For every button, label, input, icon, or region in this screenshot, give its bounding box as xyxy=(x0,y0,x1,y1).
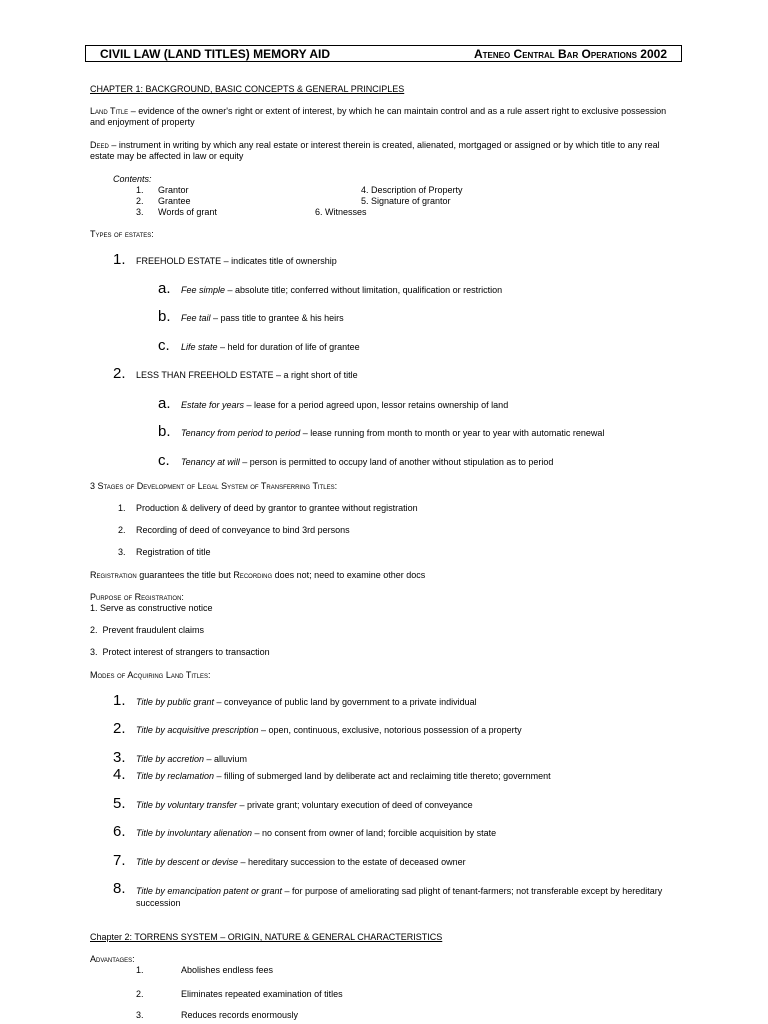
list-item: 2. Prevent fraudulent claims xyxy=(90,625,205,635)
list-letter: c. xyxy=(158,337,170,354)
list-item: Title by public grant – conveyance of public land by government to a private individual xyxy=(136,697,477,707)
definition: – evidence of the owner's right or extent of interest, by which he can maintain control and as a rule assert right to exclusive possession and enjoyment of property xyxy=(90,106,667,127)
list-item: Fee tail – pass title to grantee & his heirs xyxy=(181,313,344,323)
list-item: Tenancy from period to period – lease running from month to month or year to year with automatic renewal xyxy=(181,428,605,438)
list-letter: c. xyxy=(158,452,170,469)
list-item: Grantee xyxy=(158,196,191,206)
list-number: 2. xyxy=(113,720,126,737)
land-title-definition xyxy=(90,106,682,128)
list-item: LESS THAN FREEHOLD ESTATE – a right short of title xyxy=(136,370,358,380)
list-item: 6. Witnesses xyxy=(315,207,367,217)
list-item: 3. xyxy=(136,207,144,217)
chapter2-title: Chapter 2: TORRENS SYSTEM – ORIGIN, NATURE & GENERAL CHARACTERISTICS xyxy=(90,932,443,942)
deed-definition xyxy=(90,140,682,162)
list-item: Title by voluntary transfer – private grant; voluntary execution of deed of conveyance xyxy=(136,800,473,810)
list-item: Production & delivery of deed by grantor to grantee without registration xyxy=(136,503,418,513)
list-item: 1. xyxy=(136,965,144,975)
list-item: 1. xyxy=(118,503,126,513)
definition: – instrument in writing by which any real estate or interest therein is created, alienated, mortgaged or assigned or by which title to any real estate may be affected in law or equity xyxy=(90,140,660,161)
list-item: Registration of title xyxy=(136,547,211,557)
advantages-label: Advantages: xyxy=(90,954,135,964)
list-item: 4. Description of Property xyxy=(361,185,463,195)
list-item: 3. Protect interest of strangers to transaction xyxy=(90,647,270,657)
list-number: 8. xyxy=(113,880,126,897)
list-letter: a. xyxy=(158,395,171,412)
modes-label: Modes of Acquiring Land Titles: xyxy=(90,670,211,680)
list-item: Reduces records enormously xyxy=(181,1010,299,1020)
list-item: Title by involuntary alienation – no consent from owner of land; forcible acquisition by state xyxy=(136,828,497,838)
list-number: 3. xyxy=(113,749,126,766)
list-item: Eliminates repeated examination of titles xyxy=(181,989,343,999)
list-item: Life state – held for duration of life of grantee xyxy=(181,342,360,352)
list-item: 1. Serve as constructive notice xyxy=(90,603,213,613)
header-title: CIVIL LAW (LAND TITLES) MEMORY AID xyxy=(100,47,330,61)
list-item: Estate for years – lease for a period agreed upon, lessor retains ownership of land xyxy=(181,400,509,410)
list-number: 1. xyxy=(113,251,126,268)
chapter1-title: CHAPTER 1: BACKGROUND, BASIC CONCEPTS & GENERAL PRINCIPLES xyxy=(90,84,405,94)
list-item: 2. xyxy=(118,525,126,535)
header-source: Ateneo Central Bar Operations 2002 xyxy=(474,47,667,61)
registration-note: Registration guarantees the title but Recording does not; need to examine other docs xyxy=(90,570,426,580)
list-item: Title by reclamation – filling of submerged land by deliberate act and reclaiming title thereto; government xyxy=(136,771,551,781)
term: Land Title xyxy=(90,106,129,116)
list-number: 7. xyxy=(113,852,126,869)
list-item: Tenancy at will – person is permitted to occupy land of another without stipulation as to period xyxy=(181,457,554,467)
list-number: 5. xyxy=(113,795,126,812)
list-item: 5. Signature of grantor xyxy=(361,196,451,206)
list-item: Abolishes endless fees xyxy=(181,965,274,975)
term: Deed xyxy=(90,140,109,150)
list-item: 2. xyxy=(136,196,144,206)
list-item: 2. xyxy=(136,989,144,999)
page-header xyxy=(85,45,682,62)
list-letter: b. xyxy=(158,308,171,325)
list-number: 2. xyxy=(113,365,126,382)
list-item: Title by emancipation patent or grant – for purpose of ameliorating sad plight of tenant-farmers; not transferable except by hereditary succession xyxy=(136,886,663,908)
list-item: FREEHOLD ESTATE – indicates title of ownership xyxy=(136,256,337,266)
types-label: Types of estates: xyxy=(90,229,154,239)
purpose-label: Purpose of Registration: xyxy=(90,592,184,602)
list-number: 1. xyxy=(113,692,126,709)
list-item: Recording of deed of conveyance to bind 3rd persons xyxy=(136,525,350,535)
list-number: 4. xyxy=(113,766,126,783)
list-item: Fee simple – absolute title; conferred without limitation, qualification or restriction xyxy=(181,285,503,295)
stages-label: 3 Stages of Development of Legal System of Transferring Titles: xyxy=(90,481,338,491)
list-item: 1. xyxy=(136,185,144,195)
list-number: 6. xyxy=(113,823,126,840)
list-item: Title by descent or devise – hereditary succession to the estate of deceased owner xyxy=(136,857,466,867)
list-item: Grantor xyxy=(158,185,189,195)
contents-label: Contents: xyxy=(113,174,152,184)
list-item: 3. xyxy=(136,1010,144,1020)
list-item: Words of grant xyxy=(158,207,217,217)
list-item: Title by acquisitive prescription – open, continuous, exclusive, notorious possession of a property xyxy=(136,725,522,735)
list-letter: b. xyxy=(158,423,171,440)
list-item: 3. xyxy=(118,547,126,557)
list-letter: a. xyxy=(158,280,171,297)
list-item: Title by accretion – alluvium xyxy=(136,754,247,764)
